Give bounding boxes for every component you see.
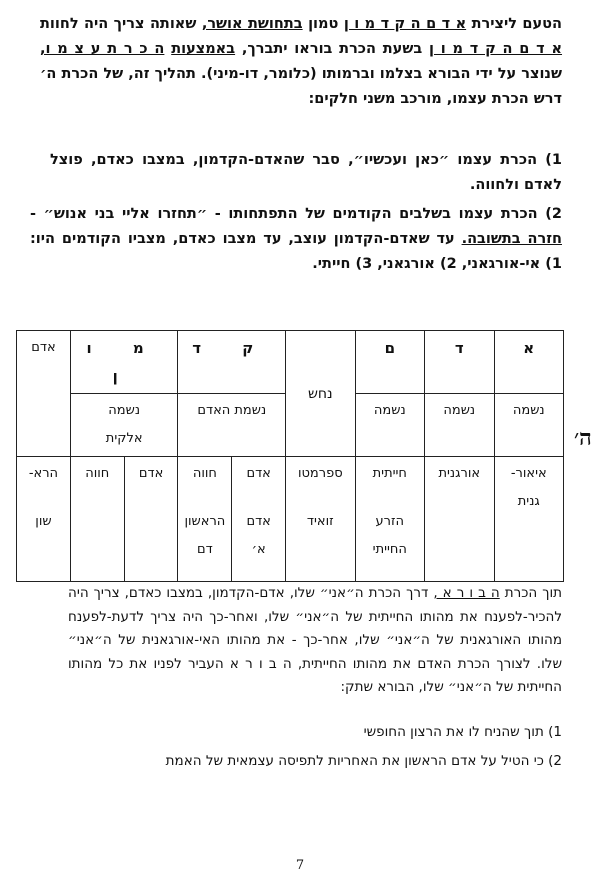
type-mem: נשמה	[355, 394, 424, 457]
cell-harishon: הרא- שון	[17, 457, 71, 582]
type-mem-vav-nun: נשמה אלקית	[70, 394, 178, 457]
point-2-paragraph: 2) הכרת עצמו בשלבים הקודמים של התפתחותו - ״תחזרו אליי בני אנוש״ - חזרה בתשובה. עד שאדם-הקדמון עוצב, עד מצבו כאדם, מצביו הקודמים היו: 1) אי-אורגאני, 2) אורגאני, 3) חייתי.	[30, 206, 562, 272]
ontology-table	[16, 330, 564, 582]
type-kuf-dalet: נשמת האדם	[178, 394, 286, 457]
cell-chava-2: חווה	[70, 457, 124, 582]
header-kuf-dalet: ק ד	[178, 331, 286, 394]
point-1-paragraph: 1) הכרת עצמו ״כאן ועכשיו״, סבר שהאדם-הקדמון, במצבו כאדם, פוצל לאדם ולחווה.	[50, 152, 562, 193]
cell-spermatozoid: ספרמטו זואיד	[286, 457, 355, 582]
header-dalet: ד	[425, 331, 494, 394]
page-number: 7	[295, 858, 305, 873]
list-item: 2) כי הטיל על אדם הראשון את האחריות לתפיסה עצמאית של האמת	[165, 753, 562, 769]
cell-chava-1: חווה הראשון דם	[178, 457, 232, 582]
header-nachash: נחש	[286, 331, 355, 457]
cell-organic: אורגנית	[425, 457, 494, 582]
header-aleph: א	[494, 331, 563, 394]
header-mem-vav-nun: מ ו ן	[70, 331, 178, 394]
cell-inorganic: איאור- גנית	[494, 457, 563, 582]
cell-animal: חייתית הזרע החייתי	[355, 457, 424, 582]
type-dalet: נשמה	[425, 394, 494, 457]
side-letter-he: ה׳	[574, 425, 592, 451]
body-paragraph: תוך הכרת ה ב ו ר א , דרך הכרת ה״אני״ שלו, אדם-הקדמון, במצבו כאדם, צריך היה להכיר-לפענח את מהותו החייתית של ה״אני״ שלו, ואחר-כך היה צריך לדעת-לפענח מהותו האורגאנית של ה״אני״ שלו, אחר-כך - את מהותו האי-אורגאנית של ה״אני״ שלו. לצורך הכרת האדם את מהותו החייתית, ה ב ו ר א העביר לפניו את כל מהותו החייתית של ה״אני״ שלו, הבורא שתק:	[68, 585, 563, 695]
table-header-row	[17, 331, 564, 394]
cell-adam-2: אדם	[124, 457, 178, 582]
table-detail-row	[17, 457, 564, 582]
cell-adam-1: אדם אדם א׳	[232, 457, 286, 582]
intro-paragraph: הטעם ליצירת א ד ם ה ק ד מ ו ן טמון בתחושת אושר, שאותה צריך היה לחוות א ד ם ה ק ד מ ו ן בשעת הכרת בוראו יתברך, באמצעות ה כ ר ת ע צ מ ו, שנוצר על ידי הבורא בצלמו וברמותו (כלומר, דו-מיני). תהליך זה, של הכרת ה׳ דרש הכרת עצמו, מורכב משני חלקים:	[40, 16, 563, 107]
list-item: 1) תוך שהניח לו את הרצון החופשי	[363, 724, 562, 740]
type-aleph: נשמה	[494, 394, 563, 457]
header-adam: אדם	[17, 331, 71, 457]
header-mem: ם	[355, 331, 424, 394]
